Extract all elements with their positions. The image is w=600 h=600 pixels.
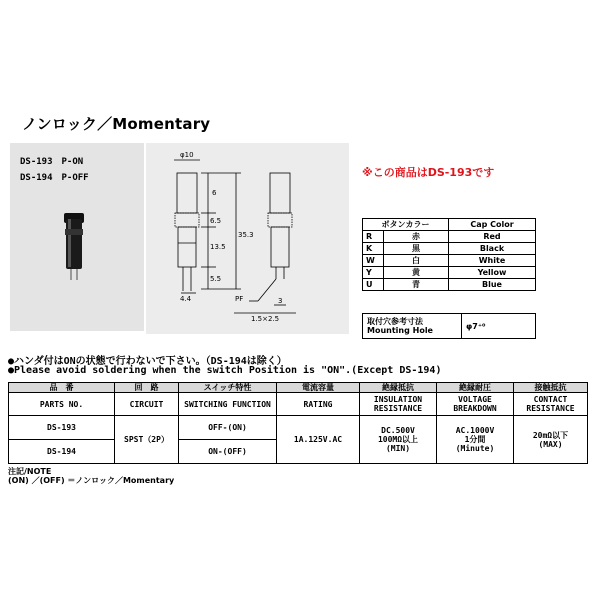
solder-warning-en: ●Please avoid soldering when the switch Position is "ON".(Except DS-194) — [8, 365, 442, 376]
product-notice: ※この商品はDS-193です — [362, 166, 495, 179]
color-en: Red — [449, 231, 536, 243]
part-ds194: DS-194 — [9, 440, 115, 464]
part-ds193: DS-193 — [9, 416, 115, 440]
hdr-parts-jp: 品 番 — [9, 383, 115, 393]
notes-block — [8, 467, 174, 485]
dim-4-4: 4.4 — [180, 295, 192, 303]
color-code: Y — [363, 267, 384, 279]
dim-6: 6 — [212, 189, 217, 197]
model-ds193-label: DS-193 P-ON — [20, 157, 84, 167]
hdr-parts-en: PARTS NO. — [9, 393, 115, 416]
hdr-circuit-jp: 回 路 — [115, 383, 179, 393]
insulation-line: DC.500V — [381, 426, 415, 435]
cap-color-table — [362, 218, 536, 291]
table-row — [363, 255, 536, 267]
spec-table — [8, 382, 588, 464]
dim-phi10: φ10 — [180, 151, 194, 159]
mounting-label-jp: 取付穴参考寸法 — [367, 317, 423, 326]
color-jp: 黄 — [384, 267, 449, 279]
rating-value: 1A.125V.AC — [277, 416, 360, 464]
hdr-function-en: SWITCHING FUNCTION — [179, 393, 277, 416]
hdr-insulation-en: INSULATION RESISTANCE — [360, 393, 437, 416]
color-jp: 青 — [384, 279, 449, 291]
color-code: R — [363, 231, 384, 243]
solder-warning-jp: ●ハンダ付はONの状態で行わないで下さい。（DS-194は除く） — [8, 356, 287, 367]
mounting-label-en: Mounting Hole — [367, 326, 433, 335]
insulation-line: (MIN) — [385, 444, 411, 453]
dim-pitch: 1.5×2.5 — [251, 315, 280, 323]
color-code: K — [363, 243, 384, 255]
color-en: Yellow — [449, 267, 536, 279]
voltage-value — [437, 416, 514, 464]
hdr-circuit-en: CIRCUIT — [115, 393, 179, 416]
function-ds194: ON-(OFF) — [179, 440, 277, 464]
contact-line: 20mΩ以下 — [532, 430, 569, 440]
voltage-line: (Minute) — [455, 444, 495, 453]
hdr-function-jp: スイッチ特性 — [179, 383, 277, 393]
color-en: White — [449, 255, 536, 267]
mounting-hole-table — [362, 313, 536, 339]
table-row — [363, 267, 536, 279]
notes-text: (ON) ／(OFF) ＝ノンロック／Momentary — [8, 476, 175, 485]
contact-value — [514, 416, 588, 464]
color-jp: 白 — [384, 255, 449, 267]
hdr-insulation-jp: 絶縁抵抗 — [360, 383, 437, 393]
contact-line: (MAX) — [538, 439, 563, 449]
table-row — [363, 279, 536, 291]
dim-total: 35.3 — [238, 231, 254, 239]
hdr-contact-jp: 接触抵抗 — [514, 383, 588, 393]
table-row — [363, 231, 536, 243]
dim-5-5: 5.5 — [210, 275, 222, 283]
insulation-value — [360, 416, 437, 464]
color-code: W — [363, 255, 384, 267]
voltage-line: AC.1000V — [455, 426, 495, 435]
cap-color-header-jp: ボタンカラー — [363, 219, 449, 231]
color-en: Blue — [449, 279, 536, 291]
hdr-rating-en: RATING — [277, 393, 360, 416]
voltage-line: 1分間 — [464, 435, 486, 444]
hdr-voltage-en: VOLTAGE BREAKDOWN — [437, 393, 514, 416]
color-jp: 黒 — [384, 243, 449, 255]
insulation-line: 100MΩ以上 — [377, 435, 419, 444]
color-en: Black — [449, 243, 536, 255]
dim-3: 3 — [278, 297, 283, 305]
table-row — [363, 243, 536, 255]
dim-13-5: 13.5 — [210, 243, 226, 251]
hdr-contact-en: CONTACT RESISTANCE — [514, 393, 588, 416]
dim-pf: PF — [235, 295, 244, 303]
hdr-rating-jp: 電流容量 — [277, 383, 360, 393]
color-jp: 赤 — [384, 231, 449, 243]
model-ds194-label: DS-194 P-OFF — [20, 173, 89, 183]
table-row — [9, 416, 588, 440]
dim-6-5: 6.5 — [210, 217, 222, 225]
dimension-drawing — [146, 143, 349, 334]
product-photo-panel — [10, 143, 144, 331]
mounting-label — [363, 314, 462, 339]
mounting-value: φ7⁺⁰ — [462, 314, 536, 339]
hdr-voltage-jp: 絶縁耐圧 — [437, 383, 514, 393]
page-title: ノンロック／Momentary — [22, 115, 211, 133]
cap-color-header-en: Cap Color — [449, 219, 536, 231]
color-code: U — [363, 279, 384, 291]
function-ds193: OFF-(ON) — [179, 416, 277, 440]
circuit-value: SPST（2P） — [115, 416, 179, 464]
notes-label: 注記/NOTE — [8, 467, 52, 476]
